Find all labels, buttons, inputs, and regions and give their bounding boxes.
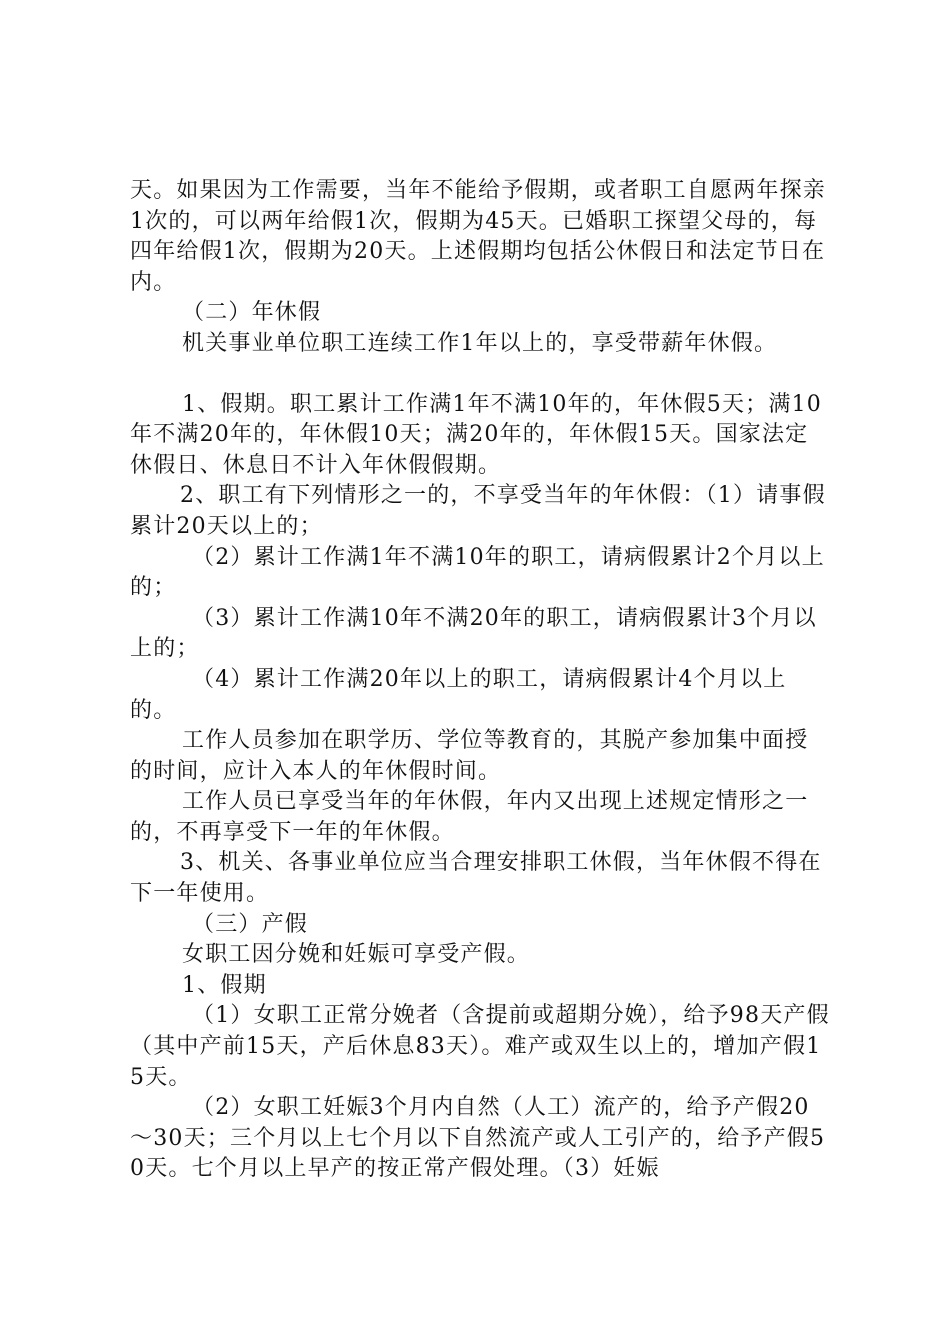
paragraph-home-leave-continued: 天。如果因为工作需要，当年不能给予假期，或者职工自愿两年探亲1次的，可以两年给假1次，假期为45天。已婚职工探望父母的，每四年给假1次，假期为20天。上述假期均包括公休假日和法定节日在内。: [130, 178, 827, 295]
document-body: [130, 176, 830, 1185]
paragraph-maternity-normal-birth: （1）女职工正常分娩者（含提前或超期分娩），给予98天产假（其中产前15天，产后休息83天）。难产或双生以上的，增加产假15天。: [130, 1003, 830, 1090]
paragraph-annual-leave-intro: 机关事业单位职工连续工作1年以上的，享受带薪年休假。: [182, 330, 778, 356]
section-heading-annual-leave: （二）年休假: [182, 300, 322, 326]
section-heading-maternity-leave: （三）产假: [192, 911, 309, 937]
paragraph-already-taken: 工作人员已享受当年的年休假，年内又出现上述规定情形之一的，不再享受下一年的年休假。: [130, 789, 809, 845]
paragraph-maternity-duration-heading: 1、假期: [182, 972, 267, 998]
paragraph-arrange-leave: 3、机关、各事业单位应当合理安排职工休假，当年休假不得在下一年使用。: [130, 850, 822, 907]
blank-line: [130, 360, 830, 390]
paragraph-exclusion-2: （2）累计工作满1年不满10年的职工，请病假累计2个月以上的；: [130, 544, 825, 601]
paragraph-annual-leave-exclusions: 2、职工有下列情形之一的，不享受当年的年休假：（1）请事假累计20天以上的；: [130, 483, 826, 539]
paragraph-exclusion-3: （3）累计工作满10年不满20年的职工，请病假累计3个月以上的；: [130, 605, 817, 662]
paragraph-maternity-miscarriage: （2）女职工妊娠3个月内自然（人工）流产的，给予产假20～30天；三个月以上七个月以下自然流产或人工引产的，给予产假50天。七个月以上早产的按正常产假处理。（3）妊娠: [130, 1095, 826, 1182]
paragraph-education-time: 工作人员参加在职学历、学位等教育的，其脱产参加集中面授的时间，应计入本人的年休假时间。: [130, 728, 809, 784]
paragraph-exclusion-4: （4）累计工作满20年以上的职工，请病假累计4个月以上的。: [130, 666, 787, 723]
paragraph-maternity-intro: 女职工因分娩和妊娠可享受产假。: [182, 942, 531, 968]
paragraph-annual-leave-duration: 1、假期。职工累计工作满1年不满10年的，年休假5天；满10年不满20年的，年休假10天；满20年的，年休假15天。国家法定休假日、休息日不计入年休假假期。: [130, 391, 822, 478]
